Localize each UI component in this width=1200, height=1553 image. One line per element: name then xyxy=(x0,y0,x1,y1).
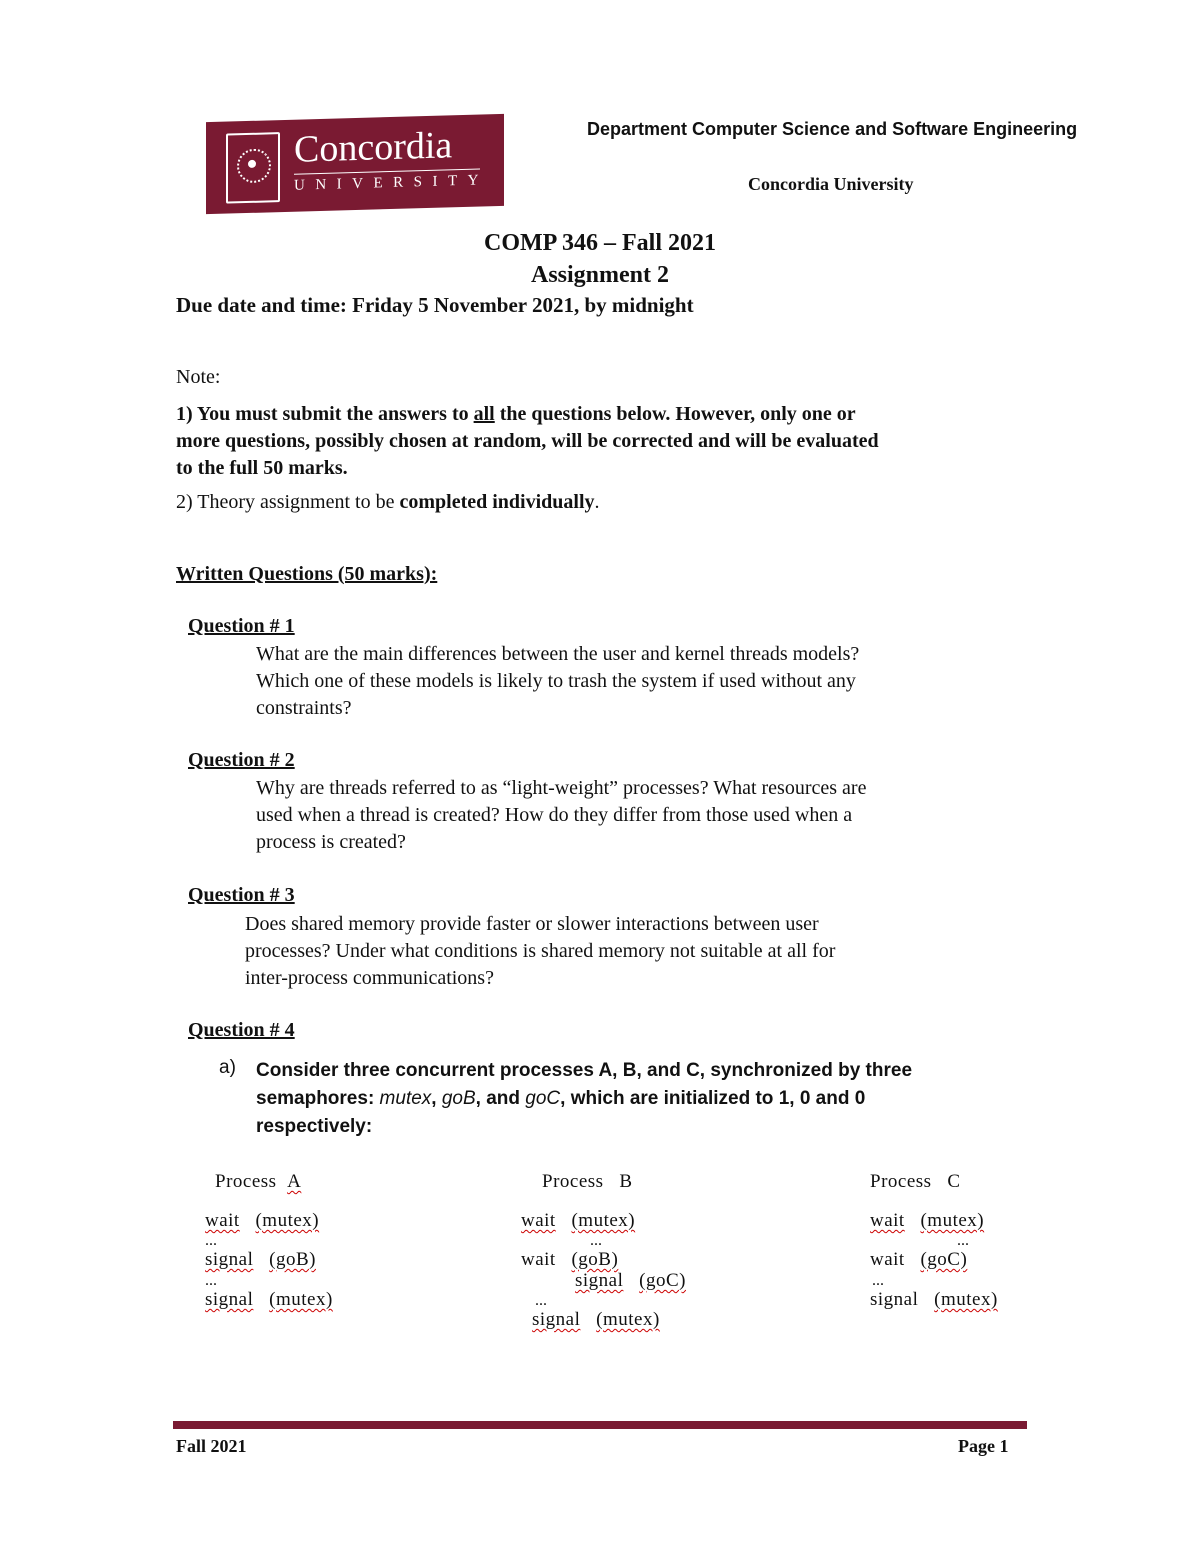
logo-name: Concordia xyxy=(294,124,453,171)
process-c-title xyxy=(870,1171,961,1193)
process-c-line-2 xyxy=(870,1249,967,1271)
section-title: Written Questions (50 marks): xyxy=(176,563,438,585)
note-text: . xyxy=(594,491,600,513)
question-line: respectively: xyxy=(256,1116,373,1137)
code-keyword: wait xyxy=(205,1210,240,1231)
question-line: Consider three concurrent processes A, B, and C, synchronized by three xyxy=(256,1060,913,1081)
note-item-1-line-2: more questions, possibly chosen at random, will be corrected and will be evaluated xyxy=(176,430,879,452)
code-arg: (mutex) xyxy=(571,1210,636,1231)
process-id: B xyxy=(619,1171,633,1192)
process-a-ellipsis-2: ... xyxy=(205,1272,217,1289)
note-text: the questions below. However, only one or xyxy=(494,403,856,425)
note-text: 2) Theory assignment to be xyxy=(176,491,400,513)
code-keyword: signal xyxy=(575,1270,624,1291)
code-arg: (goC) xyxy=(639,1270,686,1291)
process-c-line-1 xyxy=(870,1210,984,1232)
logo-subtitle: UNIVERSITY xyxy=(294,172,489,194)
university-name: Concordia University xyxy=(748,174,914,194)
process-label: Process xyxy=(870,1171,932,1192)
question-text: , which are initialized to 1, 0 and 0 xyxy=(560,1088,866,1109)
code-arg: (mutex) xyxy=(269,1289,333,1310)
code-keyword: wait xyxy=(521,1249,556,1270)
code-arg: (mutex) xyxy=(920,1210,985,1231)
process-id: A xyxy=(287,1171,302,1192)
question-line: Does shared memory provide faster or slower interactions between user xyxy=(245,913,819,935)
semaphore-goc: goC xyxy=(525,1088,561,1109)
code-arg: (goB) xyxy=(269,1249,316,1270)
question-4-part-a xyxy=(256,1057,1016,1141)
question-line: Why are threads referred to as “light-weight” processes? What resources are xyxy=(256,777,867,799)
question-line xyxy=(256,1085,1016,1113)
question-3-heading: Question # 3 xyxy=(188,884,295,906)
department-name: Department Computer Science and Software Engineering xyxy=(587,119,1078,139)
process-c-line-3 xyxy=(870,1289,998,1311)
question-line: What are the main differences between the user and kernel threads models? xyxy=(256,643,860,665)
question-1-heading: Question # 1 xyxy=(188,615,295,637)
question-4-part-label: a) xyxy=(219,1057,236,1078)
due-date: Due date and time: Friday 5 November 2021, by midnight xyxy=(176,293,694,317)
question-line: processes? Under what conditions is shared memory not suitable at all for xyxy=(245,940,836,962)
process-b-title xyxy=(542,1171,633,1193)
page-number: Page 1 xyxy=(958,1436,1009,1456)
code-arg: (goC) xyxy=(920,1249,968,1270)
code-keyword: signal xyxy=(205,1249,254,1270)
question-text: , and xyxy=(475,1088,526,1109)
process-a-title xyxy=(215,1171,301,1193)
code-keyword: wait xyxy=(870,1249,905,1270)
question-text: , xyxy=(431,1088,442,1109)
code-keyword: signal xyxy=(870,1289,919,1310)
note-item-1-line-1 xyxy=(176,401,1056,428)
question-3-body xyxy=(245,911,835,992)
note-emphasis-all: all xyxy=(473,403,495,425)
question-text: semaphores: xyxy=(256,1088,380,1109)
note-emphasis-individually: completed individually xyxy=(399,491,595,513)
code-keyword: wait xyxy=(870,1210,905,1231)
process-label: Process xyxy=(215,1171,277,1192)
process-b-ellipsis-1: ... xyxy=(590,1232,602,1249)
note-text: 1) You must submit the answers to xyxy=(176,403,474,425)
concordia-logo xyxy=(206,114,504,214)
semaphore-mutex: mutex xyxy=(379,1088,432,1109)
process-b-line-1 xyxy=(521,1210,635,1232)
note-label-text: Note xyxy=(176,366,215,388)
process-b-line-4 xyxy=(532,1309,660,1331)
code-keyword: signal xyxy=(532,1309,581,1330)
question-1-body xyxy=(256,641,859,722)
process-c-ellipsis-1: ... xyxy=(957,1232,969,1249)
note-item-1 xyxy=(176,401,1056,482)
code-arg: (mutex) xyxy=(596,1309,660,1330)
process-a-ellipsis-1: ... xyxy=(205,1232,217,1249)
question-2-body xyxy=(256,775,866,856)
process-c-ellipsis-2: ... xyxy=(872,1272,884,1289)
process-a-line-3 xyxy=(205,1289,333,1311)
code-arg: (goB) xyxy=(571,1249,619,1270)
assignment-title: Assignment 2 xyxy=(530,262,669,288)
process-b-line-3 xyxy=(575,1270,686,1292)
note-label xyxy=(176,366,220,389)
process-b-ellipsis-2: ... xyxy=(535,1292,547,1309)
process-a-line-1 xyxy=(205,1210,319,1232)
process-label: Process xyxy=(542,1171,604,1192)
process-id: C xyxy=(947,1171,961,1192)
note-colon: : xyxy=(214,366,221,388)
footer-term: Fall 2021 xyxy=(176,1436,247,1456)
question-line: used when a thread is created? How do they differ from those used when a xyxy=(256,804,853,826)
question-4-heading: Question # 4 xyxy=(188,1019,295,1041)
code-arg: (mutex) xyxy=(255,1210,320,1231)
university-seal-icon xyxy=(226,132,280,204)
question-2-heading: Question # 2 xyxy=(188,749,295,771)
question-line: Which one of these models is likely to trash the system if used without any xyxy=(256,670,856,692)
code-keyword: signal xyxy=(205,1289,254,1310)
question-line: inter-process communications? xyxy=(245,967,494,989)
footer-divider xyxy=(173,1421,1027,1429)
question-line: process is created? xyxy=(256,831,406,853)
semaphore-gob: goB xyxy=(441,1088,476,1109)
code-keyword: wait xyxy=(521,1210,556,1231)
question-line: constraints? xyxy=(256,697,352,719)
code-arg: (mutex) xyxy=(934,1289,998,1310)
process-a-line-2 xyxy=(205,1249,316,1271)
course-title: COMP 346 – Fall 2021 xyxy=(484,230,716,256)
note-item-2 xyxy=(176,491,600,514)
process-b-line-2 xyxy=(521,1249,618,1271)
note-item-1-line-3: to the full 50 marks. xyxy=(176,457,348,479)
